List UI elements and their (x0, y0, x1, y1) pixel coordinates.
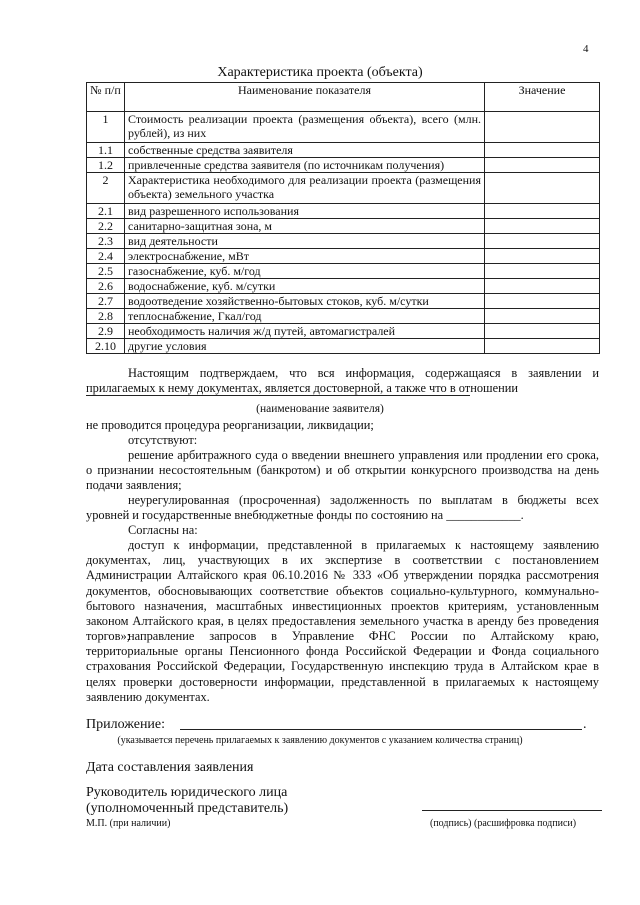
attachment-end: . (583, 717, 587, 732)
head-block (86, 785, 288, 817)
table-row (87, 158, 600, 173)
row-value (485, 249, 600, 264)
row-value (485, 112, 600, 143)
attachment-caption: (указывается перечень прилагаемых к заявлению документов с указанием количества страниц) (117, 735, 523, 746)
row-value (485, 309, 600, 324)
header-name: Наименование показателя (125, 83, 485, 112)
attachment-line (180, 729, 582, 730)
agree-text: Согласны на: (128, 523, 198, 537)
no-reorganization-text: не проводится процедура реорганизации, ликвидации; (86, 418, 374, 432)
table-row (87, 324, 600, 339)
row-value (485, 204, 600, 219)
row-name: теплоснабжение, Гкал/год (125, 309, 485, 324)
table-row (87, 219, 600, 234)
table-row (87, 279, 600, 294)
row-name: необходимость наличия ж/д путей, автомагистралей (125, 324, 485, 339)
row-number: 2.6 (87, 279, 125, 294)
signature-line (422, 810, 602, 811)
project-characteristics-table (86, 82, 600, 354)
table-row (87, 294, 600, 309)
row-name: водоснабжение, куб. м/сутки (125, 279, 485, 294)
row-value (485, 339, 600, 354)
row-number: 2.4 (87, 249, 125, 264)
row-number: 2.5 (87, 264, 125, 279)
table-row (87, 173, 600, 204)
row-value (485, 294, 600, 309)
row-number: 2.10 (87, 339, 125, 354)
row-value (485, 219, 600, 234)
table-row (87, 339, 600, 354)
table-row (87, 112, 600, 143)
row-number: 2.2 (87, 219, 125, 234)
debt-paragraph: неурегулированная (просроченная) задолженность по выплатам в бюджеты всех уровней и государственные внебюджетные фонды по состоянию на ____________. (86, 493, 599, 523)
row-name: водоотведение хозяйственно-бытовых стоков, куб. м/сутки (125, 294, 485, 309)
row-number: 2.9 (87, 324, 125, 339)
requests-paragraph: направление запросов в Управление ФНС России по Алтайскому краю, территориальные органы Пенсионного фонда Российской Федерации и Фонда социального страхования Российской Федерации, Государственную инспекцию труда в Алтайском крае в целях проверки достоверности информации, представленной в прилагаемых к настоящему заявлению документах. (86, 629, 599, 704)
table-title: Характеристика проекта (объекта) (217, 65, 423, 80)
confirm-paragraph: Настоящим подтверждаем, что вся информация, содержащаяся в заявлении и прилагаемых к нему документах, является достоверной, а также что в отношении (86, 366, 599, 396)
applicant-caption: (наименование заявителя) (256, 403, 384, 415)
row-name: привлеченные средства заявителя (по источникам получения) (125, 158, 485, 173)
row-name: вид разрешенного использования (125, 204, 485, 219)
table-row (87, 264, 600, 279)
stamp-label: М.П. (при наличии) (86, 818, 171, 829)
table-row (87, 309, 600, 324)
row-name: Стоимость реализации проекта (размещения объекта), всего (млн. рублей), из них (125, 112, 485, 143)
table-row (87, 234, 600, 249)
access-paragraph: доступ к информации, представленной в прилагаемых к настоящему заявлению документах, лиц, участвующих в их экспертизе в соответствии с постановлением Администрации Алтайского края 06.10.2016 № 333 «Об утверждении порядка рассмотрения документов, обосновывающих соответствие объектов социально-культурного, коммунально-бытового назначения, масштабных инвестиционных проектов критериям, установленным законом Алтайского края, в целях предоставления земельного участка в аренду без проведения торгов»; (86, 538, 599, 644)
row-value (485, 143, 600, 158)
header-number: № п/п (87, 83, 125, 112)
row-name: электроснабжение, мВт (125, 249, 485, 264)
head-line2: (уполномоченный представитель) (86, 801, 289, 816)
attachment-label: Приложение: (86, 717, 166, 732)
row-number: 2.3 (87, 234, 125, 249)
row-number: 2.8 (87, 309, 125, 324)
row-number: 2 (87, 173, 125, 204)
page-number: 4 (583, 43, 589, 55)
row-value (485, 158, 600, 173)
date-label: Дата составления заявления (86, 760, 254, 775)
row-number: 1.1 (87, 143, 125, 158)
row-name: другие условия (125, 339, 485, 354)
table-row (87, 143, 600, 158)
row-name: вид деятельности (125, 234, 485, 249)
row-number: 1.2 (87, 158, 125, 173)
table-row (87, 249, 600, 264)
absent-text: отсутствуют: (128, 433, 198, 447)
row-number: 2.7 (87, 294, 125, 309)
header-value: Значение (485, 83, 600, 112)
row-name: газоснабжение, куб. м/год (125, 264, 485, 279)
row-number: 2.1 (87, 204, 125, 219)
head-line1: Руководитель юридического лица (86, 785, 288, 800)
table-row (87, 204, 600, 219)
row-value (485, 234, 600, 249)
row-name: санитарно-защитная зона, м (125, 219, 485, 234)
row-value (485, 279, 600, 294)
row-value (485, 324, 600, 339)
applicant-name-blank (86, 395, 470, 396)
row-value (485, 264, 600, 279)
row-name: Характеристика необходимого для реализации проекта (размещения объекта) земельного участка (125, 173, 485, 204)
court-decision-paragraph: решение арбитражного суда о введении внешнего управления или продлении его срока, о признании несостоятельным (банкротом) и об открытии конкурсного производства на день подачи заявления; (86, 448, 599, 493)
row-value (485, 173, 600, 204)
signature-caption: (подпись) (расшифровка подписи) (430, 818, 577, 829)
row-number: 1 (87, 112, 125, 143)
row-name: собственные средства заявителя (125, 143, 485, 158)
